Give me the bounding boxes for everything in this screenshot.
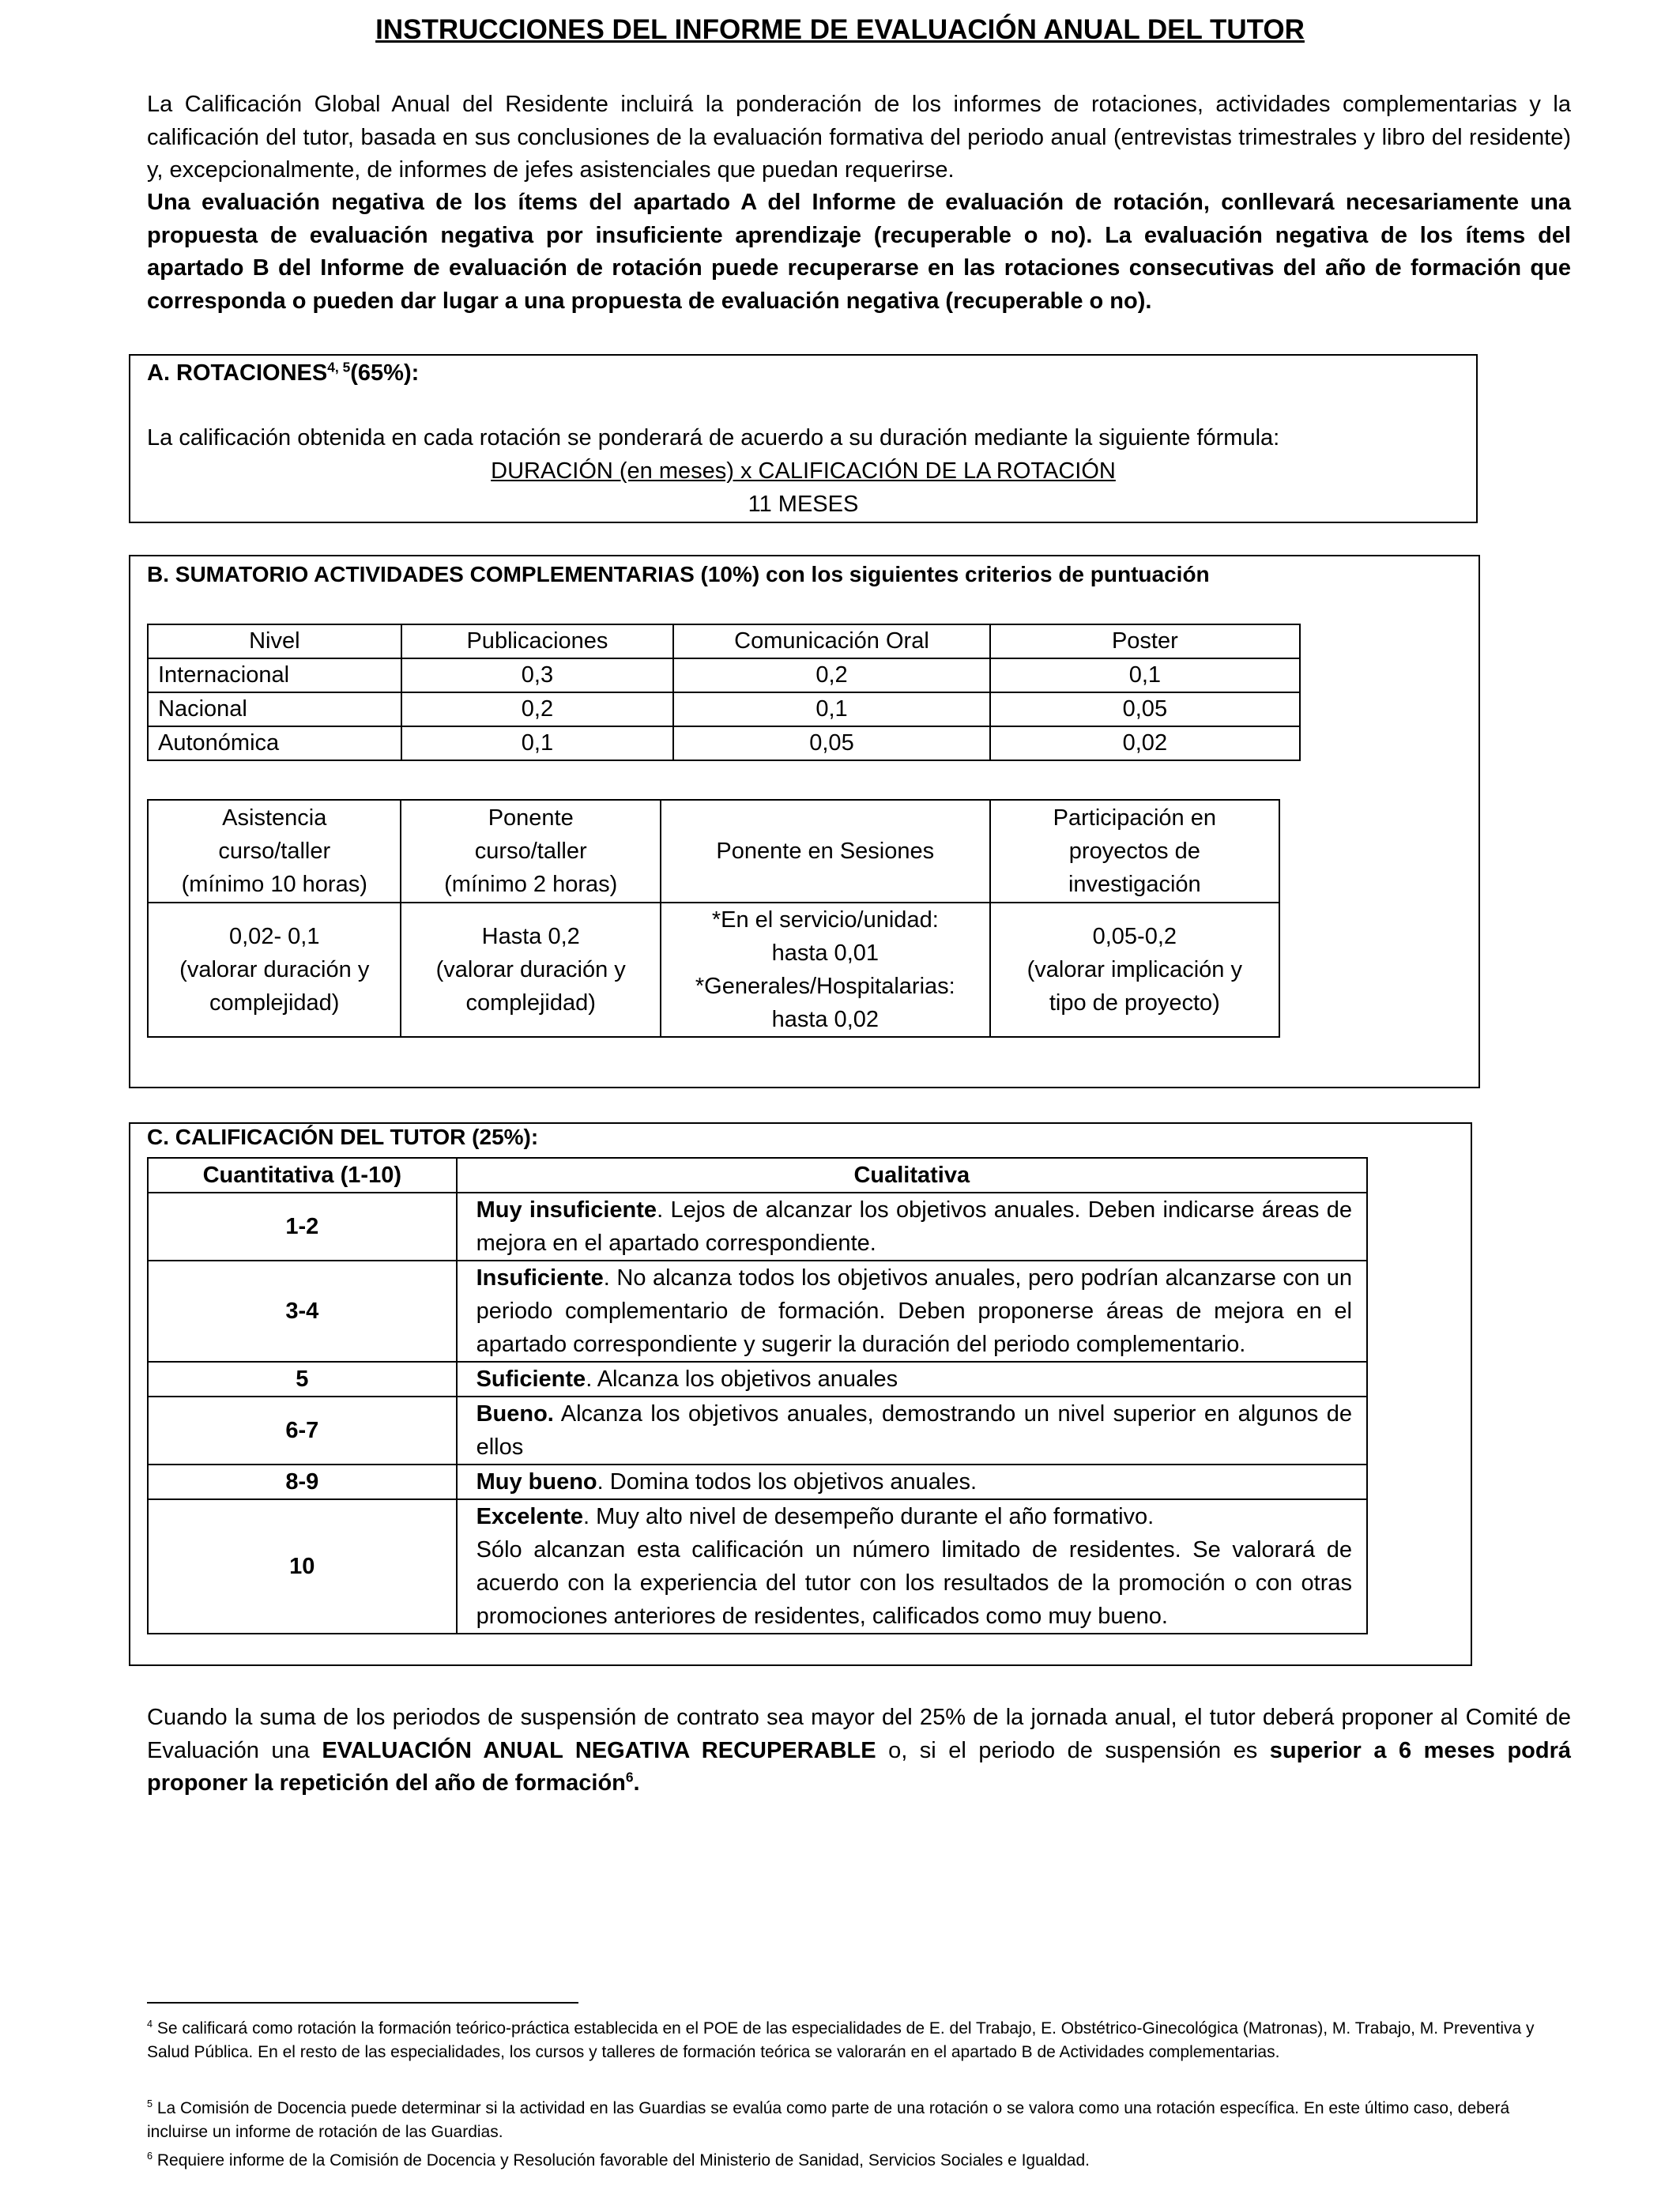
closing-emphasis: EVALUACIÓN ANUAL NEGATIVA RECUPERABLE (322, 1737, 876, 1763)
footnote-6 (147, 2149, 1554, 2173)
grade-description: . No alcanza todos los objetivos anuales, pero podrían alcanzarse con un periodo complementario de formación. Deben proponerse áreas de mejora en el apartado correspondiente y sugerir la duración del periodo complementario. (476, 1265, 1352, 1357)
cell-line: *Generales/Hospitalarias: (695, 974, 955, 999)
table-cell: 0,3 (401, 658, 674, 692)
publications-score-table (147, 624, 1301, 761)
score-cell: 3-4 (148, 1261, 457, 1362)
column-header (661, 800, 990, 903)
column-header: Cuantitativa (1-10) (148, 1158, 457, 1193)
table-row (148, 1397, 1367, 1465)
table-cell: 0,05 (673, 726, 989, 760)
table-cell: 0,2 (401, 692, 674, 726)
cell-line: complejidad) (465, 990, 596, 1016)
column-header: Comunicación Oral (673, 624, 989, 658)
formula-denominator: 11 MESES (748, 492, 859, 517)
table-cell: 0,2 (673, 658, 989, 692)
column-header (401, 800, 660, 903)
table-row (148, 692, 1300, 726)
table-cell: 0,1 (401, 726, 674, 760)
column-header: Nivel (148, 624, 401, 658)
tutor-grade-table (147, 1157, 1368, 1634)
cell-line: 0,05-0,2 (1092, 924, 1177, 949)
table-row (148, 1193, 1367, 1261)
footnote-text: Requiere informe de la Comisión de Docencia y Resolución favorable del Ministerio de Sanidad, Servicios Sociales e Igualdad. (153, 2151, 1090, 2169)
footnote-text: La Comisión de Docencia puede determinar si la actividad en las Guardias se evalúa como parte de una rotación o se valora como una rotación específica. En este último caso, deberá incluirse un informe de rotación de las Guardias. (147, 2099, 1510, 2141)
grade-description: . Lejos de alcanzar los objetivos anuales. Deben indicarse áreas de mejora en el apartado correspondiente. (476, 1197, 1352, 1256)
grade-description: . Domina todos los objetivos anuales. (597, 1469, 977, 1495)
section-a-footnote-ref: 4, 5 (327, 359, 351, 375)
table-row (148, 1362, 1367, 1397)
table-cell: 0,1 (990, 658, 1300, 692)
table-row (148, 1261, 1367, 1362)
footnote-separator (147, 2002, 578, 2004)
grade-label: Muy bueno (476, 1469, 597, 1495)
level-cell: Internacional (148, 658, 401, 692)
section-a-box (129, 354, 1478, 523)
table-cell: 0,05 (990, 692, 1300, 726)
header-line: curso/taller (218, 839, 331, 864)
score-cell: 8-9 (148, 1465, 457, 1499)
table-cell: 0,02 (990, 726, 1300, 760)
section-a-text: La calificación obtenida en cada rotación se ponderará de acuerdo a su duración mediante la siguiente fórmula: (147, 425, 1280, 450)
description-cell (457, 1261, 1367, 1362)
cell-line: (valorar duración y (435, 957, 626, 982)
table-cell: 0,1 (673, 692, 989, 726)
grade-description: . Muy alto nivel de desempeño durante el año formativo. (583, 1504, 1155, 1529)
table-row (148, 903, 1279, 1037)
header-line: (mínimo 2 horas) (444, 872, 618, 897)
grade-label: Excelente (476, 1504, 584, 1529)
closing-paragraph (147, 1702, 1571, 1800)
table-header-row (148, 624, 1300, 658)
cell-line: tipo de proyecto) (1049, 990, 1220, 1016)
cell-line: complejidad) (209, 990, 340, 1016)
score-cell: 10 (148, 1499, 457, 1634)
cell-line: hasta 0,02 (771, 1007, 880, 1032)
score-cell: 1-2 (148, 1193, 457, 1261)
grade-label: Insuficiente (476, 1265, 604, 1291)
level-cell: Nacional (148, 692, 401, 726)
column-header: Cualitativa (457, 1158, 1367, 1193)
intro-warning-paragraph: Una evaluación negativa de los ítems del apartado A del Informe de evaluación de rotación, conllevará necesariamente una propuesta de evaluación negativa por insuficiente aprendizaje (recuperable o no). La evaluación negativa de los ítems del apartado B del Informe de evaluación de rotación puede recuperarse en las rotaciones consecutivas del año de formación que corresponda o pueden dar lugar a una propuesta de evaluación negativa (recuperable o no). (147, 190, 1571, 314)
footnote-4 (147, 2017, 1554, 2064)
column-header: Publicaciones (401, 624, 674, 658)
cell-line: (valorar duración y (179, 957, 370, 982)
header-line: Participación en (1053, 805, 1216, 831)
description-cell (457, 1499, 1367, 1634)
grade-description-note: Sólo alcanzan esta calificación un número limitado de residentes. Se valorará de acuerdo con la experiencia del tutor con los resultados de la promoción o con otras promociones anteriores de residentes, calificados como muy bueno. (476, 1537, 1352, 1629)
table-header-row (148, 1158, 1367, 1193)
header-line: Ponente en Sesiones (716, 839, 935, 864)
section-b-heading: B. SUMATORIO ACTIVIDADES COMPLEMENTARIAS (10%) con los siguientes criterios de puntuación (147, 562, 1210, 586)
footnote-number: 5 (147, 2098, 153, 2109)
closing-emphasis: superior a 6 meses podrá proponer la repetición del año de formación (147, 1737, 1571, 1796)
section-a-heading (147, 360, 419, 386)
description-cell (457, 1465, 1367, 1499)
column-header: Poster (990, 624, 1300, 658)
document-title: INSTRUCCIONES DEL INFORME DE EVALUACIÓN ANUAL DEL TUTOR (375, 14, 1305, 45)
section-c-box (129, 1122, 1472, 1666)
score-cell: 5 (148, 1362, 457, 1397)
description-cell (457, 1362, 1367, 1397)
closing-period: . (633, 1770, 640, 1796)
header-line: investigación (1068, 872, 1201, 897)
section-c-heading: C. CALIFICACIÓN DEL TUTOR (25%): (147, 1125, 539, 1149)
column-header (148, 800, 401, 903)
section-a-title: A. ROTACIONES (147, 360, 328, 386)
cell-line: (valorar implicación y (1026, 957, 1242, 982)
description-cell (457, 1193, 1367, 1261)
cell-line: Hasta 0,2 (481, 924, 580, 949)
header-line: (mínimo 10 horas) (181, 872, 367, 897)
table-cell (148, 903, 401, 1037)
footnote-number: 6 (147, 2151, 153, 2162)
header-line: Asistencia (222, 805, 327, 831)
cell-line: *En el servicio/unidad: (711, 907, 939, 933)
level-cell: Autonómica (148, 726, 401, 760)
cell-line: hasta 0,01 (771, 941, 880, 966)
grade-label: Suficiente (476, 1367, 586, 1392)
footnote-text: Se calificará como rotación la formación teórico-práctica establecida en el POE de las especialidades de E. del Trabajo, E. Obstétrico-Ginecológica (Matronas), M. Trabajo, M. Preventiva y Salud Pública. En el resto de las especialidades, los cursos y talleres de formación teórica se valorarán en el apartado B de Actividades complementarias. (147, 2019, 1535, 2061)
table-cell (401, 903, 660, 1037)
header-line: proyectos de (1068, 839, 1200, 864)
score-cell: 6-7 (148, 1397, 457, 1465)
footnote-ref: 6 (625, 1769, 634, 1785)
table-cell (661, 903, 990, 1037)
grade-description: . Alcanza los objetivos anuales (586, 1367, 898, 1392)
table-row (148, 726, 1300, 760)
table-row (148, 658, 1300, 692)
section-a-weight: (65%): (350, 360, 420, 386)
closing-text: o, si el periodo de suspensión es (876, 1737, 1270, 1763)
table-row (148, 1465, 1367, 1499)
description-cell (457, 1397, 1367, 1465)
grade-label: Bueno. (476, 1401, 554, 1427)
column-header (990, 800, 1279, 903)
closing-text: Cuando la suma de los periodos de suspensión de contrato sea mayor del 25% de la jornada anual, el tutor deberá proponer al Comité de Evaluación una (147, 1705, 1571, 1763)
intro-paragraph: La Calificación Global Anual del Residente incluirá la ponderación de los informes de rotaciones, actividades complementarias y la calificación del tutor, basada en sus conclusiones de la evaluación formativa del periodo anual (entrevistas trimestrales y libro del residente) y, excepcionalmente, de informes de jefes asistenciales que puedan requerirse. (147, 92, 1571, 183)
cell-line: 0,02- 0,1 (229, 924, 320, 949)
header-line: curso/taller (474, 839, 587, 864)
header-line: Ponente (488, 805, 574, 831)
activities-score-table (147, 799, 1280, 1038)
grade-label: Muy insuficiente (476, 1197, 657, 1223)
table-row (148, 1499, 1367, 1634)
formula-numerator: DURACIÓN (en meses) x CALIFICACIÓN DE LA ROTACIÓN (491, 458, 1116, 484)
footnote-5 (147, 2097, 1554, 2143)
grade-description: Alcanza los objetivos anuales, demostrando un nivel superior en algunos de ellos (476, 1401, 1352, 1460)
section-b-box (129, 555, 1480, 1088)
table-header-row (148, 800, 1279, 903)
footnote-number: 4 (147, 2019, 153, 2030)
table-cell (990, 903, 1279, 1037)
